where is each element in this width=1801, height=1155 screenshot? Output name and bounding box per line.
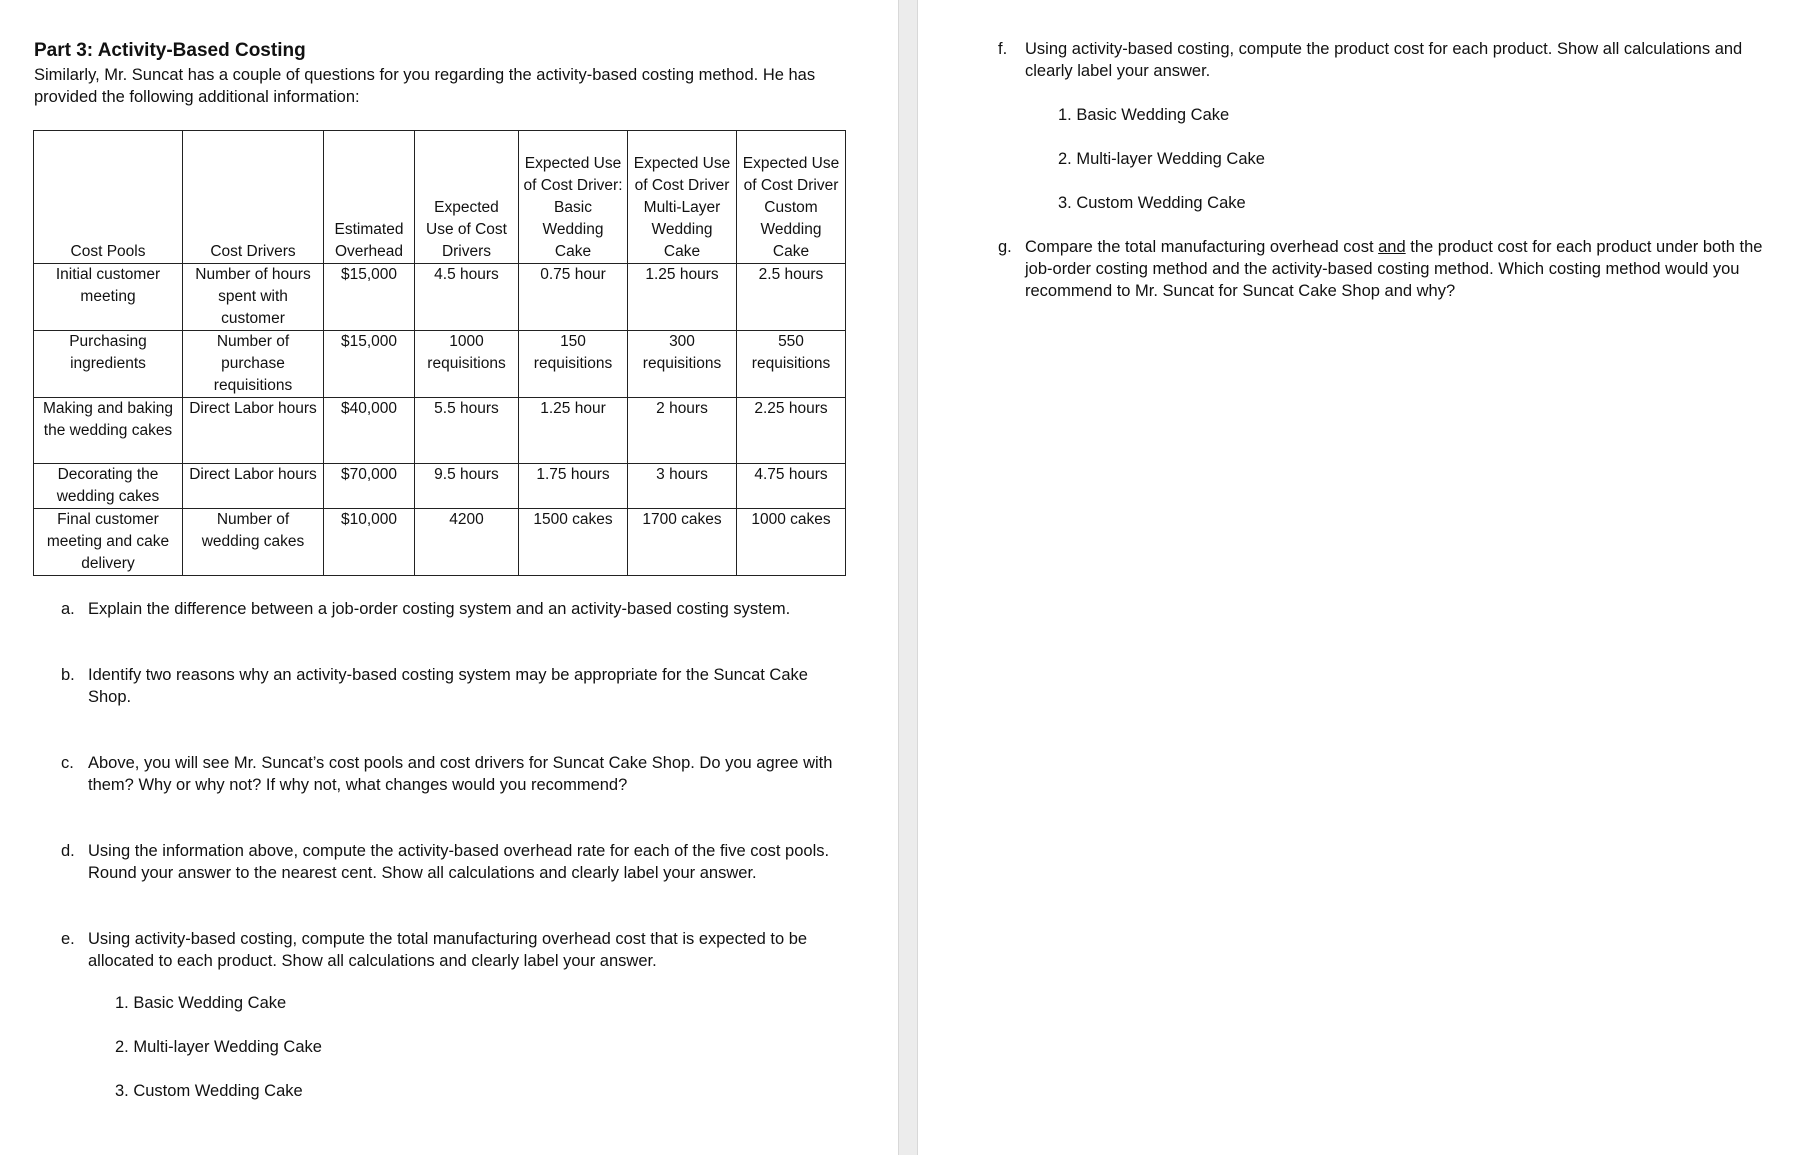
- table-cell: 4.5 hours: [415, 264, 519, 331]
- table-cell: 150 requisitions: [519, 331, 628, 398]
- table-cell: Direct Labor hours: [183, 464, 324, 509]
- header-basic-cake: Expected Use of Cost Driver: Basic Wedding Cake: [519, 131, 628, 264]
- table-cell: $15,000: [324, 331, 415, 398]
- document-page-right: f. Using activity-based costing, compute the product cost for each product. Show all calculations and clearly label your answer. 1. Basic Wedding Cake 2. Multi-layer Wedding Cake 3. Custom Wedding Cake g. Compare the total manufacturing overhead cost and the product cost for each product under both the job-order costing method and the activity-based costing method. Which costing method would you recommend to Mr. Suncat for Suncat Cake Shop and why?: [918, 0, 1801, 1155]
- table-row: [34, 331, 846, 398]
- table-cell: 4200: [415, 509, 519, 576]
- table-cell: 4.75 hours: [737, 464, 846, 509]
- document-page-left: Part 3: Activity-Based Costing Similarly, Mr. Suncat has a couple of questions for you regarding the activity-based costing method. He has provided the following additional information: Cost Pools Cost Drivers Estimated Overhead Expected Use of Cost Drivers Expected Use of Cost Driver: Basic Wedding Cake Expected Use of Cost Driver Multi-Layer Wedding Cake Expected Use of Cost Driver Custom Wedding Cake Initial customer meeting Number of hours spent with customer $15,000 4.5 hours 0.75 hour 1.25 hours 2.5 hours Purchasing ingredients Number of purchase requisitions $15,000 1000 requisitions 150 requisitions 300 requisitions 550 requisitions Making and baking the wedding cakes Direct Labor hours $40,000 5.5 hours 1.25 hour 2 hours 2.25 hours Decorating the wedding cakes Direct Labor hours $70,000 9.5 hours 1.75 hours 3 hours 4.75 hours Final customer meeting and cake delivery Number of wedding cakes $10,000 4200 1500 cakes 1700 cakes 1000 cakes a. Explain the difference between a job-order costing system and an activity-based costing system. b. Identify two reasons why an activity-based costing system may be appropriate for the Suncat Cake Shop. c. Above, you will see Mr. Suncat’s cost pools and cost drivers for Suncat Cake Shop. Do you agree with them? Why or why not? If why not, what changes would you recommend? d. Using the information above, compute the activity-based overhead rate for each of the five cost pools. Round your answer to the nearest cent. Show all calculations and clearly label your answer. e. Using activity-based costing, compute the total manufacturing overhead cost that is expected to be allocated to each product. Show all calculations and clearly label your answer. 1. Basic Wedding Cake 2. Multi-layer Wedding Cake 3. Custom Wedding Cake: [0, 0, 898, 1155]
- table-cell: $40,000: [324, 398, 415, 464]
- header-estimated-overhead: Estimated Overhead: [324, 131, 415, 264]
- table-cell: Purchasing ingredients: [34, 331, 183, 398]
- cost-pools-table: [33, 130, 846, 576]
- table-cell: 0.75 hour: [519, 264, 628, 331]
- table-cell: $10,000: [324, 509, 415, 576]
- header-multilayer-cake: Expected Use of Cost Driver Multi-Layer Wedding Cake: [628, 131, 737, 264]
- table-cell: Direct Labor hours: [183, 398, 324, 464]
- table-cell: Number of hours spent with customer: [183, 264, 324, 331]
- e-product-custom: 3. Custom Wedding Cake: [115, 1082, 303, 1100]
- table-cell: 1500 cakes: [519, 509, 628, 576]
- table-cell: 5.5 hours: [415, 398, 519, 464]
- table-cell: Number of wedding cakes: [183, 509, 324, 576]
- table-cell: 1.25 hour: [519, 398, 628, 464]
- header-cost-pools: Cost Pools: [34, 131, 183, 264]
- e-product-multilayer: 2. Multi-layer Wedding Cake: [115, 1038, 322, 1056]
- table-cell: 1000 cakes: [737, 509, 846, 576]
- f-product-multilayer: 2. Multi-layer Wedding Cake: [1058, 150, 1265, 168]
- table-cell: 300 requisitions: [628, 331, 737, 398]
- table-row: [34, 264, 846, 331]
- table-header-row: [34, 131, 846, 264]
- header-cost-drivers: Cost Drivers: [183, 131, 324, 264]
- table-row: [34, 509, 846, 576]
- table-row: [34, 398, 846, 464]
- table-cell: 550 requisitions: [737, 331, 846, 398]
- table-cell: 3 hours: [628, 464, 737, 509]
- table-cell: 1.75 hours: [519, 464, 628, 509]
- table-cell: $15,000: [324, 264, 415, 331]
- table-cell: Initial customer meeting: [34, 264, 183, 331]
- table-cell: 2.25 hours: [737, 398, 846, 464]
- header-custom-cake: Expected Use of Cost Driver Custom Wedding Cake: [737, 131, 846, 264]
- table-cell: 1000 requisitions: [415, 331, 519, 398]
- header-expected-use: Expected Use of Cost Drivers: [415, 131, 519, 264]
- table-cell: $70,000: [324, 464, 415, 509]
- table-cell: Making and baking the wedding cakes: [34, 398, 183, 464]
- table-cell: 1.25 hours: [628, 264, 737, 331]
- f-product-basic: 1. Basic Wedding Cake: [1058, 106, 1230, 124]
- table-cell: 2.5 hours: [737, 264, 846, 331]
- table-row: [34, 464, 846, 509]
- e-product-basic: 1. Basic Wedding Cake: [115, 994, 287, 1012]
- table-cell: 2 hours: [628, 398, 737, 464]
- page-gutter: [898, 0, 918, 1155]
- table-cell: Final customer meeting and cake delivery: [34, 509, 183, 576]
- page-title: Part 3: Activity-Based Costing: [34, 40, 306, 61]
- f-product-custom: 3. Custom Wedding Cake: [1058, 194, 1246, 212]
- table-cell: Number of purchase requisitions: [183, 331, 324, 398]
- intro-paragraph: Similarly, Mr. Suncat has a couple of questions for you regarding the activity-based costing method. He has provided the following additional information:: [34, 66, 816, 106]
- table-cell: 1700 cakes: [628, 509, 737, 576]
- table-cell: 9.5 hours: [415, 464, 519, 509]
- table-cell: Decorating the wedding cakes: [34, 464, 183, 509]
